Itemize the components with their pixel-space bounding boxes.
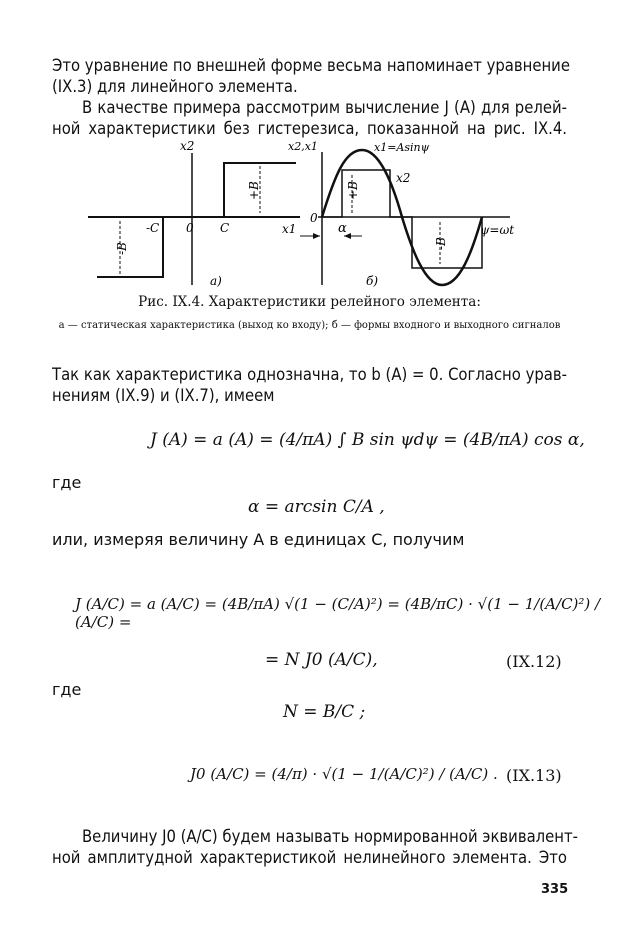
text-line: В качестве примера рассмотрим вычисление J (A) для релей- [82, 98, 567, 117]
formula-j0: J0 (A/C) = (4/π) · √(1 − 1/(A/C)²) / (A/C) . [190, 765, 498, 783]
label-zero-b: 0 [310, 211, 318, 225]
label-neg-c: -C [146, 221, 160, 235]
label-x2-axis: x2 [180, 139, 195, 153]
text-paragraph-3: или, измеряя величину A в единицах C, получим [52, 530, 465, 549]
equation-number-ix13: (IX.13) [506, 766, 562, 785]
text-line: ной характеристики без гистерезиса, показанной на рис. IX.4. [52, 119, 567, 138]
label-psi-axis: ψ=ωt [480, 223, 515, 237]
where-label: где [52, 680, 82, 699]
formula-n: N = B/C ; [283, 702, 366, 722]
equation-number-ix12: (IX.12) [506, 652, 562, 671]
label-x1-axis: x1 [282, 222, 297, 236]
label-x2x1-axis: x2,x1 [288, 140, 318, 153]
where-label: где [52, 473, 82, 492]
figure-caption: Рис. IX.4. Характеристики релейного элемента: [138, 294, 481, 310]
label-minus-b-a: -B [115, 242, 129, 255]
label-c: C [220, 221, 230, 235]
label-x2-output: x2 [396, 171, 411, 185]
panel-a-static-characteristic [88, 153, 300, 285]
figure-ix4 [0, 0, 620, 300]
text-line: нениям (IX.9) и (IX.7), имеем [52, 386, 275, 405]
formula-alpha: α = arcsin C/A , [248, 497, 385, 517]
text-line: Так как характеристика однозначна, то b (A) = 0. Согласно урав- [52, 365, 567, 384]
formula-j-a: J (A) = a (A) = (4/πA) ∫ B sin ψdψ = (4B/πA) cos α, [150, 430, 585, 450]
label-panel-b: б) [366, 274, 379, 288]
text-line: Величину J0 (A/C) будем называть нормированной эквивалент- [82, 827, 578, 846]
text-line: (IX.3) для линейного элемента. [52, 77, 298, 96]
text-line: Это уравнение по внешней форме весьма напоминает уравнение [52, 56, 570, 75]
formula-j-ac: J (A/C) = a (A/C) = (4B/πA) √(1 − (C/A)²) = (4B/πC) · √(1 − 1/(A/C)²) / (A/C) = [75, 595, 601, 631]
formula-nj0: = N J0 (A/C), [265, 650, 378, 670]
figure-caption-sub: а — статическая характеристика (выход ко входу); б — формы входного и выходного сигналов [58, 320, 561, 331]
page-number: 335 [541, 882, 569, 897]
label-zero-a: 0 [186, 221, 194, 235]
label-minus-b-b: -B [434, 237, 448, 250]
text-paragraph-4 [52, 826, 578, 868]
label-panel-a: a) [210, 274, 222, 288]
text-line: ной амплитудной характеристикой нелинейного элемента. Это [52, 848, 567, 867]
text-paragraph-2 [52, 364, 567, 406]
label-alpha: α [338, 221, 347, 236]
label-plus-b-b: +B [346, 181, 360, 200]
label-sine-formula: x1=Asinψ [374, 141, 430, 154]
label-plus-b-a: +B [247, 181, 261, 200]
